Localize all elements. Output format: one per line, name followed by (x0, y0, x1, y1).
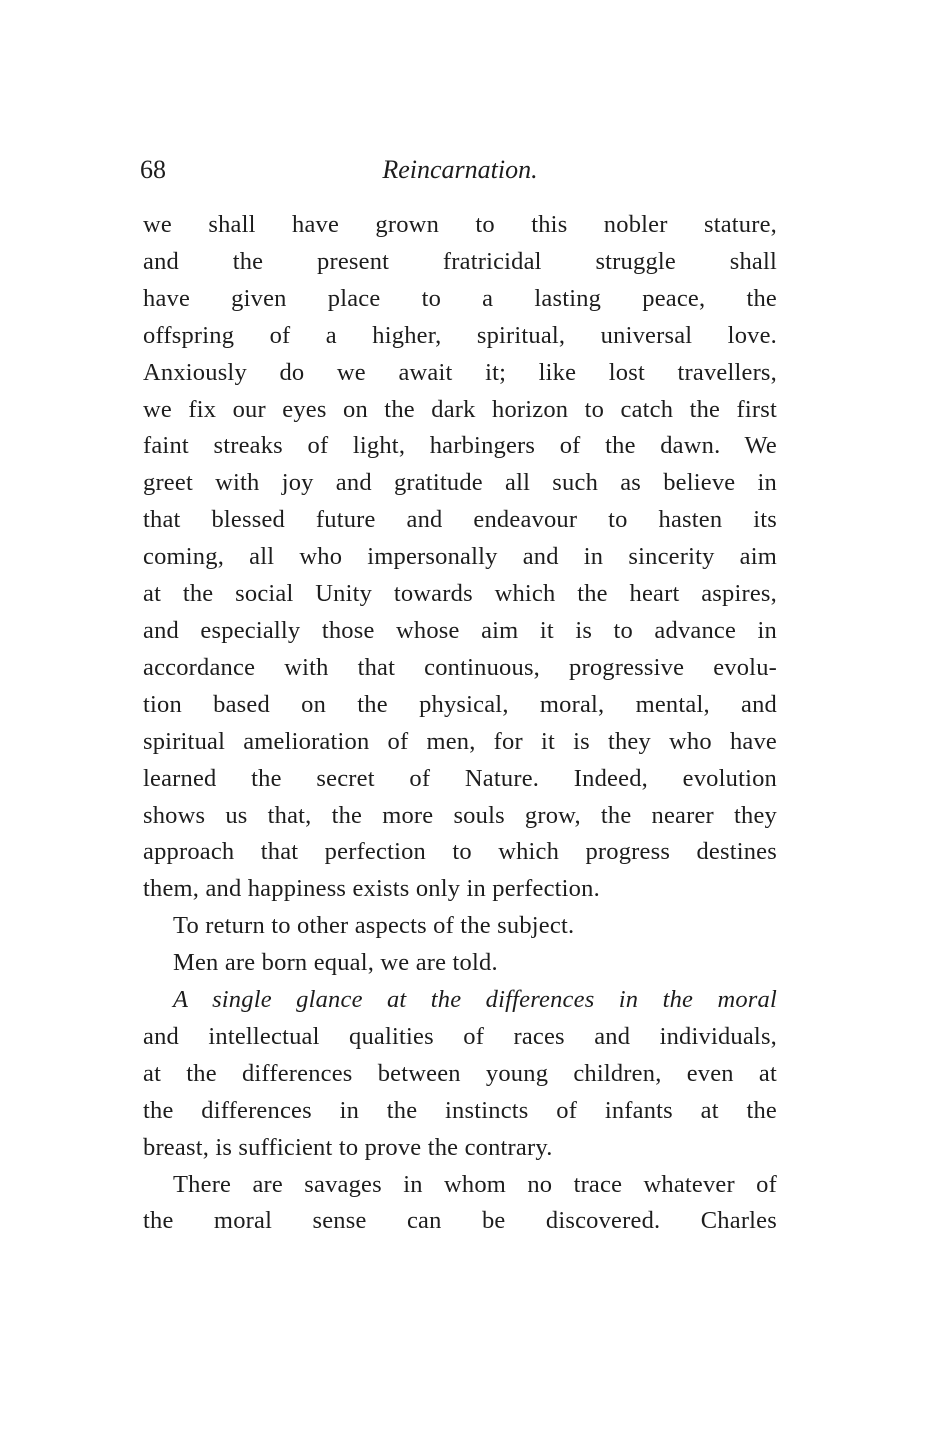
text-line: accordance with that continuous, progressive evolu- (143, 653, 777, 681)
paragraph-5 (143, 1167, 777, 1241)
paragraph-3: Men are born equal, we are told. (173, 949, 498, 977)
text-line: breast, is sufficient to prove the contrary. (143, 1133, 553, 1161)
text-line: shows us that, the more souls grow, the nearer they (143, 801, 777, 829)
text-line: faint streaks of light, harbingers of the dawn. We (143, 432, 777, 460)
text-line: coming, all who impersonally and in sincerity aim (143, 543, 777, 571)
text-line: have given place to a lasting peace, the (143, 284, 777, 312)
text-line: the differences in the instincts of infants at the (143, 1096, 777, 1124)
text-line: offspring of a higher, spiritual, universal love. (143, 321, 777, 349)
text-line: we shall have grown to this nobler stature, (143, 211, 777, 238)
body-text (143, 207, 777, 1240)
paragraph-2: To return to other aspects of the subject. (173, 912, 575, 940)
text-line: at the social Unity towards which the heart aspires, (143, 580, 777, 608)
text-line: that blessed future and endeavour to hasten its (143, 506, 777, 534)
text-line: and the present fratricidal struggle shall (143, 247, 777, 275)
text-line: learned the secret of Nature. Indeed, evolution (143, 764, 777, 792)
text-line: at the differences between young children, even at (143, 1059, 777, 1087)
paragraph-4 (143, 982, 777, 1167)
text-line: the moral sense can be discovered. Charles (143, 1207, 777, 1235)
text-line: and especially those whose aim it is to advance in (143, 616, 777, 644)
text-line: them, and happiness exists only in perfection. (143, 875, 600, 903)
page-number: 68 (140, 155, 166, 184)
text-line: tion based on the physical, moral, mental, and (143, 690, 777, 718)
running-title: Reincarnation. (382, 155, 538, 184)
running-head (140, 150, 780, 190)
text-line: spiritual amelioration of men, for it is they who have (143, 727, 777, 755)
text-line: A single glance at the differences in the moral (173, 986, 777, 1014)
text-line: approach that perfection to which progress destines (143, 838, 777, 866)
text-line: There are savages in whom no trace whatever of (173, 1170, 777, 1198)
text-line: and intellectual qualities of races and individuals, (143, 1022, 777, 1050)
text-line: Anxiously do we await it; like lost travellers, (143, 358, 777, 386)
text-line: we fix our eyes on the dark horizon to catch the first (143, 395, 777, 423)
text-line: greet with joy and gratitude all such as believe in (143, 469, 777, 497)
paragraph-1 (143, 207, 777, 908)
